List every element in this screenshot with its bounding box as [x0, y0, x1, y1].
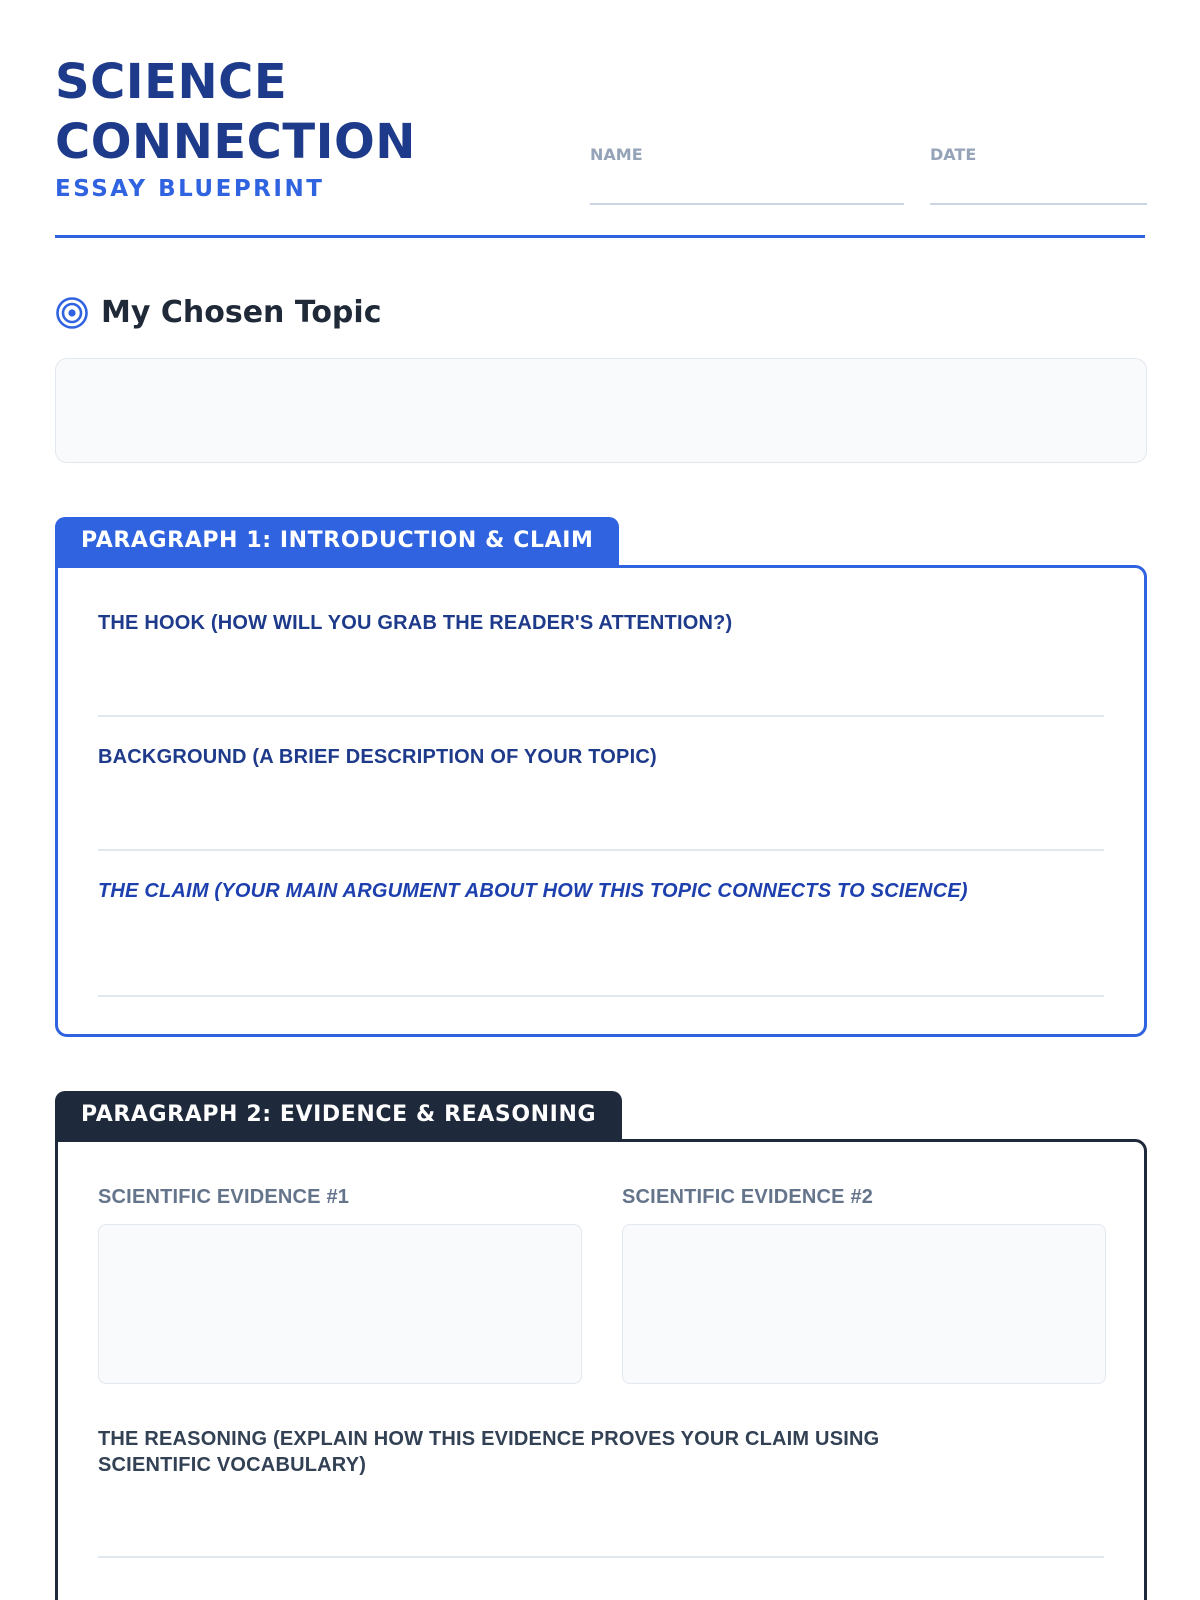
worksheet-title	[55, 52, 416, 172]
background-answer-line[interactable]	[98, 849, 1104, 851]
worksheet-subtitle: ESSAY BLUEPRINT	[55, 176, 325, 202]
paragraph1-tab: PARAGRAPH 1: INTRODUCTION & CLAIM	[55, 517, 619, 565]
name-label: NAME	[590, 145, 643, 164]
claim-answer-line[interactable]	[98, 995, 1104, 997]
date-field[interactable]	[930, 203, 1147, 205]
paragraph2-card	[55, 1139, 1147, 1600]
reasoning-prompt: THE REASONING (EXPLAIN HOW THIS EVIDENCE PROVES YOUR CLAIM USING SCIENTIFIC VOCABULARY)	[98, 1428, 880, 1476]
evidence1-label: SCIENTIFIC EVIDENCE #1	[98, 1186, 350, 1208]
title-line-1: SCIENCE	[55, 54, 288, 110]
reasoning-answer-line[interactable]	[98, 1556, 1104, 1558]
paragraph2-tab: PARAGRAPH 2: EVIDENCE & REASONING	[55, 1091, 622, 1139]
evidence2-input[interactable]	[622, 1224, 1106, 1384]
background-prompt: BACKGROUND (A BRIEF DESCRIPTION OF YOUR TOPIC)	[98, 746, 657, 768]
topic-heading	[55, 295, 381, 330]
name-field[interactable]	[590, 203, 904, 205]
date-label: DATE	[930, 145, 977, 164]
hook-answer-line[interactable]	[98, 715, 1104, 717]
target-icon	[55, 296, 89, 330]
topic-input[interactable]	[55, 358, 1147, 463]
hook-prompt: THE HOOK (HOW WILL YOU GRAB THE READER'S ATTENTION?)	[98, 612, 733, 634]
topic-title: My Chosen Topic	[101, 295, 382, 330]
paragraph1-card	[55, 565, 1147, 1037]
worksheet-header	[55, 0, 1145, 238]
title-line-2: CONNECTION	[55, 114, 416, 170]
claim-prompt: THE CLAIM (YOUR MAIN ARGUMENT ABOUT HOW THIS TOPIC CONNECTS TO SCIENCE)	[98, 880, 968, 902]
evidence1-input[interactable]	[98, 1224, 582, 1384]
evidence2-label: SCIENTIFIC EVIDENCE #2	[622, 1186, 874, 1208]
